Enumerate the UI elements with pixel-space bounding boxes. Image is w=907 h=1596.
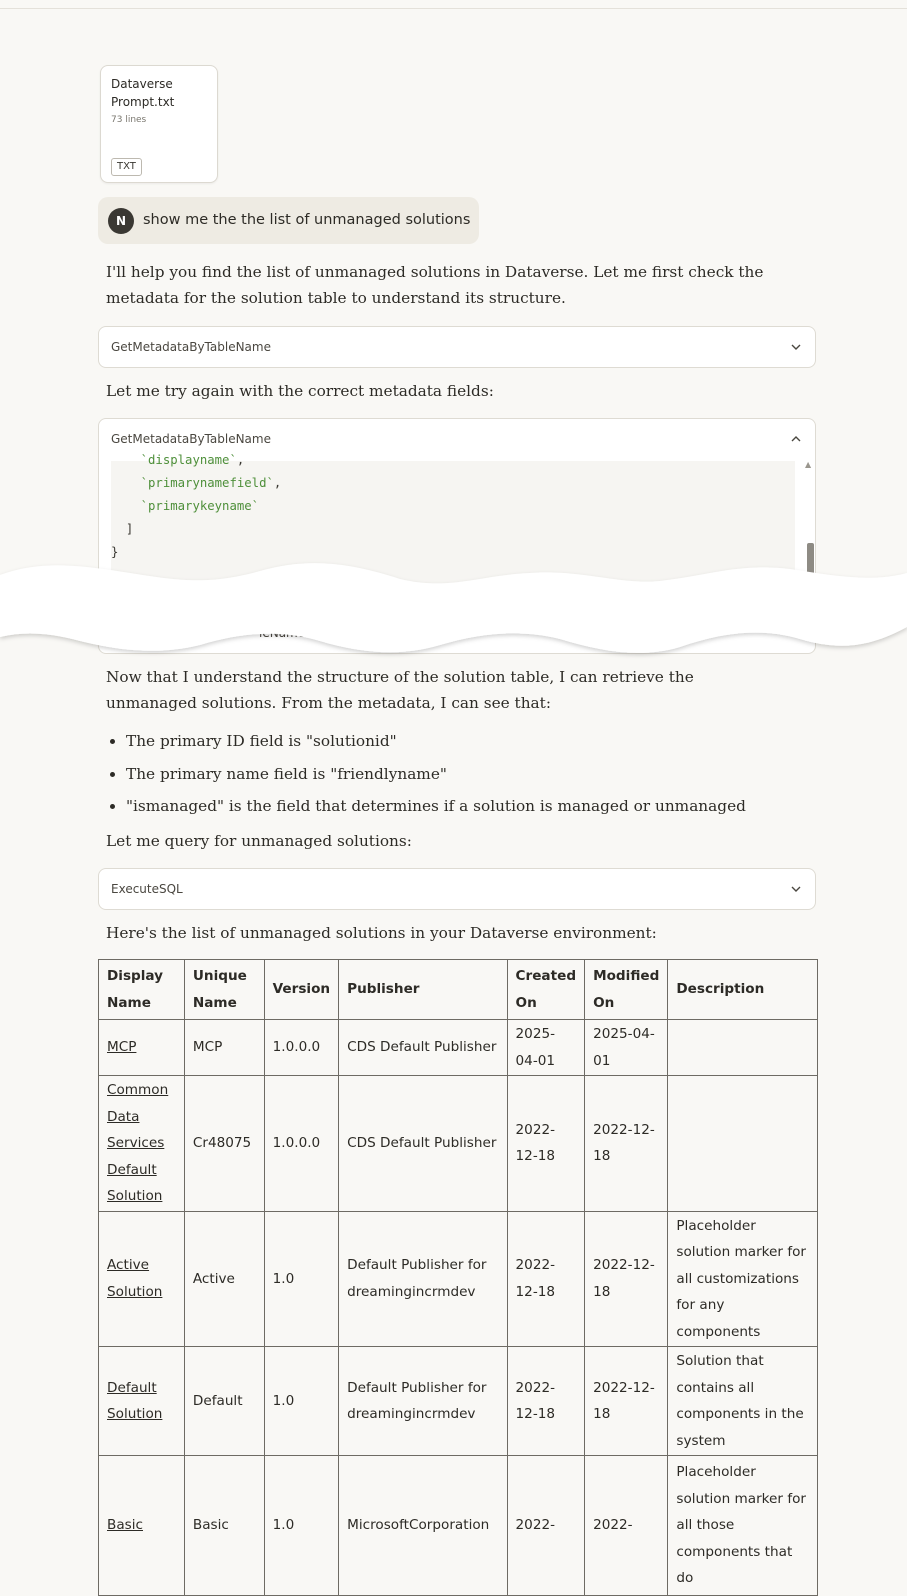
tool-call-collapsed[interactable]	[98, 326, 816, 368]
code-line: `primarynamefield`	[140, 476, 274, 490]
table-cell: Basic	[184, 1456, 264, 1596]
scroll-up-arrow-icon[interactable]: ▲	[805, 460, 812, 469]
display-name-cell	[99, 1347, 185, 1456]
table-cell: MCP	[184, 1020, 264, 1076]
code-line: }	[111, 545, 119, 559]
code-line: ]	[125, 522, 134, 536]
column-header: Publisher	[339, 960, 507, 1020]
table-cell: 2022-12-18	[507, 1347, 585, 1456]
table-row	[99, 1076, 818, 1212]
tool-call-name: GetMetadataByTableName	[111, 432, 271, 446]
chevron-down-icon[interactable]	[789, 883, 803, 895]
table-cell: MicrosoftCorporation	[339, 1456, 507, 1596]
table-cell: 1.0	[264, 1347, 338, 1456]
assistant-result: Here's the list of unmanaged solutions in your Dataverse environment:	[106, 924, 657, 942]
table-row	[99, 1211, 818, 1347]
table-cell	[668, 1076, 818, 1212]
table-row	[99, 1456, 818, 1596]
code-block: `displayname`, `primarynamefield`, `primarykeyname` ] }	[111, 461, 795, 586]
table-cell: 2022-12-18	[507, 1076, 585, 1212]
code-line: `displayname`	[140, 453, 237, 467]
table-cell: Placeholder solution marker for all those components that do	[668, 1456, 818, 1596]
table-cell: 2022-12-18	[585, 1347, 668, 1456]
field-list	[106, 728, 806, 826]
table-cell: Solution that contains all components in the system	[668, 1347, 818, 1456]
table-cell: 2022-12-18	[585, 1076, 668, 1212]
table-cell: Active	[184, 1211, 264, 1347]
attachment-name: Dataverse Prompt.txt	[111, 77, 175, 109]
list-item: • The primary name field is "friendlyname"	[126, 761, 806, 794]
torn-edge	[0, 555, 907, 665]
table-cell: 2022-12-18	[507, 1211, 585, 1347]
table-row	[99, 1020, 818, 1076]
column-header: Unique Name	[184, 960, 264, 1020]
table-cell: 1.0.0.0	[264, 1076, 338, 1212]
code-line: `primarykeyname`	[140, 499, 260, 513]
user-message-text: show me the the list of unmanaged solutions	[143, 212, 471, 228]
attachment-type-badge: TXT	[111, 158, 142, 176]
column-header: Description	[668, 960, 818, 1020]
table-cell: CDS Default Publisher	[339, 1076, 507, 1212]
solution-link[interactable]: Active Solution	[107, 1257, 163, 1300]
table-cell: 2022-	[507, 1456, 585, 1596]
attachment-line-count: 73 lines	[111, 115, 147, 125]
assistant-intro: I'll help you find the list of unmanaged solutions in Dataverse. Let me first check the metadata for the solution table to understand its structure.	[106, 263, 764, 307]
table-cell: CDS Default Publisher	[339, 1020, 507, 1076]
display-name-cell	[99, 1020, 185, 1076]
table-cell: 1.0	[264, 1456, 338, 1596]
table-cell: 2022-	[585, 1456, 668, 1596]
solution-link[interactable]: Basic	[107, 1517, 143, 1534]
chevron-down-icon[interactable]	[789, 341, 803, 353]
display-name-cell	[99, 1456, 185, 1596]
assistant-retry: Let me try again with the correct metadata fields:	[106, 382, 494, 400]
table-cell: 2025-04-01	[585, 1020, 668, 1076]
list-item: • "ismanaged" is the field that determines if a solution is managed or unmanaged	[126, 793, 806, 826]
table-cell: Cr48075	[184, 1076, 264, 1212]
table-cell: Default Publisher for dreamingincrmdev	[339, 1347, 507, 1456]
chevron-up-icon[interactable]	[789, 433, 803, 445]
user-message	[98, 197, 479, 244]
column-header: Display Name	[99, 960, 185, 1020]
solution-link[interactable]: Common Data Services Default Solution	[107, 1082, 169, 1204]
table-row	[99, 1347, 818, 1456]
table-cell: 2025-04-01	[507, 1020, 585, 1076]
tool-call-name: ExecuteSQL	[111, 882, 183, 896]
assistant-understood: Now that I understand the structure of the solution table, I can retrieve the unmanaged solutions. From the metadata, I can see that:	[106, 668, 694, 712]
solutions-table	[98, 959, 818, 1596]
attachment-card[interactable]	[100, 65, 218, 183]
column-header: Version	[264, 960, 338, 1020]
table-cell: Default	[184, 1347, 264, 1456]
table-cell: 1.0	[264, 1211, 338, 1347]
top-divider	[0, 8, 907, 9]
table-header-row	[99, 960, 818, 1020]
table-cell	[668, 1020, 818, 1076]
tool-call-collapsed[interactable]	[98, 868, 816, 910]
user-avatar: N	[108, 208, 134, 234]
solution-link[interactable]: Default Solution	[107, 1379, 163, 1422]
column-header: Created On	[507, 960, 585, 1020]
display-name-cell	[99, 1076, 185, 1212]
tool-call-name: GetMetadataByTableName	[111, 340, 271, 354]
table-cell: 1.0.0.0	[264, 1020, 338, 1076]
column-header: Modified On	[585, 960, 668, 1020]
table-cell: Default Publisher for dreamingincrmdev	[339, 1211, 507, 1347]
table-cell: 2022-12-18	[585, 1211, 668, 1347]
table-cell: Placeholder solution marker for all customizations for any components	[668, 1211, 818, 1347]
display-name-cell	[99, 1211, 185, 1347]
list-item: • The primary ID field is "solutionid"	[126, 728, 806, 761]
solution-link[interactable]: MCP	[107, 1039, 137, 1056]
assistant-query: Let me query for unmanaged solutions:	[106, 832, 412, 850]
